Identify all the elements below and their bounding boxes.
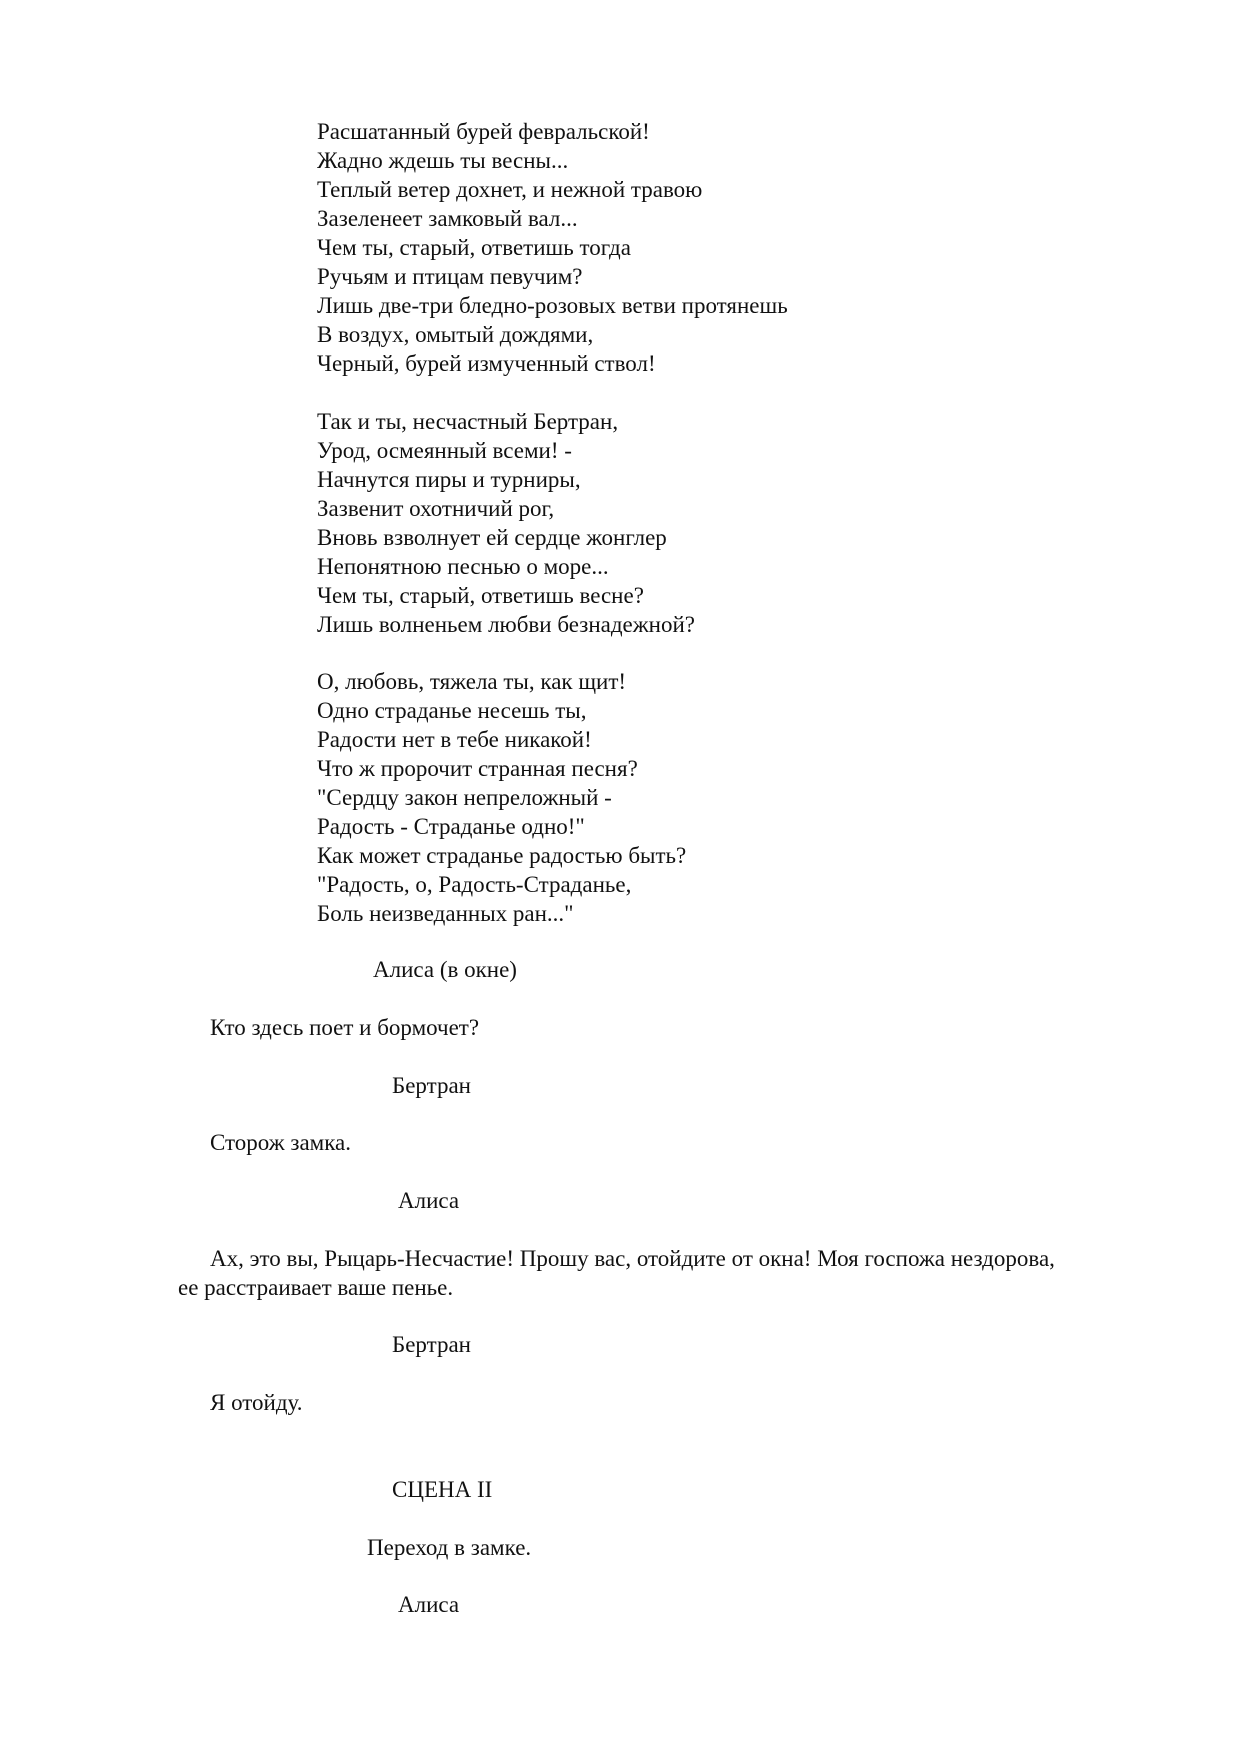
poem-line: Теплый ветер дохнет, и нежной травою	[317, 177, 703, 202]
poem-line: "Сердцу закон непреложный -	[317, 785, 612, 810]
speaker-bertran-1: Бертран	[392, 1073, 471, 1098]
poem-line: Лишь две-три бледно-розовых ветви протянешь	[317, 293, 788, 318]
poem-line: Вновь взволнует ей сердце жонглер	[317, 525, 667, 550]
poem-line: Боль неизведанных ран..."	[317, 901, 574, 926]
poem-line: Урод, осмеянный всеми! -	[317, 438, 572, 463]
scene-setting: Переход в замке.	[367, 1535, 532, 1560]
poem-line: Непонятною песнью о море...	[317, 554, 609, 579]
speaker-bertran-2: Бертран	[392, 1332, 471, 1357]
poem-line: Лишь волненьем любви безнадежной?	[317, 612, 695, 637]
poem-line: Начнутся пиры и турниры,	[317, 467, 581, 492]
poem-line: Зазеленеет замковый вал...	[317, 206, 578, 231]
poem-line: Чем ты, старый, ответишь весне?	[317, 583, 644, 608]
bertran-line-1: Сторож замка.	[210, 1130, 351, 1155]
poem-line: Зазвенит охотничий рог,	[317, 496, 555, 521]
poem-line: Радости нет в тебе никакой!	[317, 727, 592, 752]
speaker-alice-2: Алиса	[398, 1188, 460, 1213]
poem-line: Радость - Страданье одно!"	[317, 814, 585, 839]
poem-line: Расшатанный бурей февральской!	[317, 119, 650, 144]
scene-speaker-alice: Алиса	[398, 1592, 460, 1617]
alice-line-1: Кто здесь поет и бормочет?	[210, 1015, 480, 1040]
poem-line: Что ж пророчит странная песня?	[317, 756, 638, 781]
poem-stanza-1	[317, 117, 788, 378]
poem-stanza-3	[317, 667, 686, 928]
poem-line: "Радость, о, Радость-Страданье,	[317, 872, 632, 897]
poem-line: Черный, бурей измученный ствол!	[317, 351, 656, 376]
poem-line: О, любовь, тяжела ты, как щит!	[317, 669, 627, 694]
scene-heading: СЦЕНА II	[392, 1477, 493, 1502]
speaker-alice-in-window: Алиса (в окне)	[373, 957, 517, 982]
poem-line: Ручьям и птицам певучим?	[317, 264, 583, 289]
poem-line: Так и ты, несчастный Бертран,	[317, 409, 619, 434]
poem-line: Жадно ждешь ты весны...	[317, 148, 569, 173]
poem-line: Чем ты, старый, ответишь тогда	[317, 235, 631, 260]
poem-stanza-2	[317, 407, 695, 639]
poem-line: Как может страданье радостью быть?	[317, 843, 687, 868]
poem-line: В воздух, омытый дождями,	[317, 322, 594, 347]
poem-line: Одно страданье несешь ты,	[317, 698, 587, 723]
alice-line-2: Ах, это вы, Рыцарь-Несчастие! Прошу вас, отойдите от окна! Моя госпожа нездорова, ее расстраивает ваше пенье.	[178, 1246, 1055, 1300]
bertran-line-2: Я отойду.	[210, 1390, 303, 1415]
